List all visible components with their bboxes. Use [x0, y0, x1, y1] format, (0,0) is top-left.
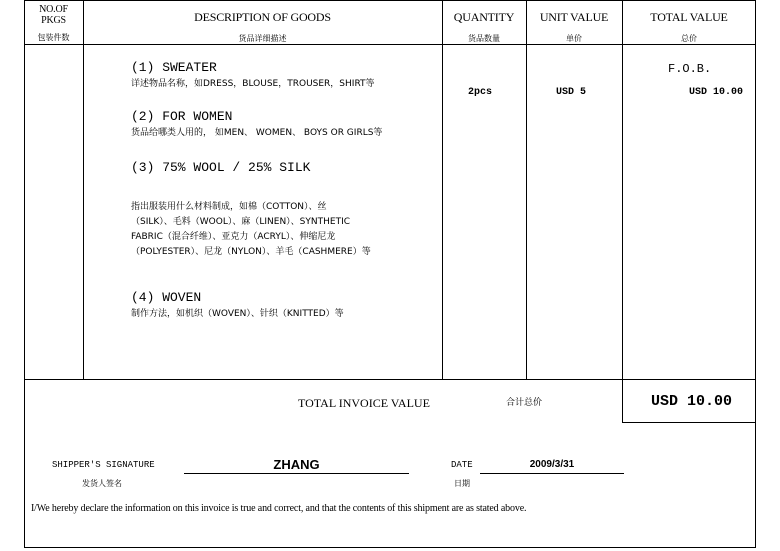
date-value: 2009/3/31 — [529, 459, 575, 470]
item-3-desc-line-2: （SILK）、毛料（WOOL）、麻（LINEN）、SYNTHETIC — [131, 217, 351, 227]
header-pkgs-line2: PKGS — [41, 15, 66, 26]
col-divider-4 — [622, 0, 623, 379]
row-total-value: USD 10.00 — [689, 87, 744, 98]
date-label: DATE — [451, 460, 473, 470]
header-pkgs — [24, 4, 83, 26]
date-line — [480, 473, 624, 474]
item-3-desc-line-3: FABRIC（混合纤维）、亚克力（ACRYL）、伸缩尼龙 — [131, 232, 336, 242]
header-quantity-cn: 货品数量 — [468, 34, 500, 43]
item-3-title: (3) 75% WOOL / 25% SILK — [131, 160, 311, 175]
signature-label: SHIPPER'S SIGNATURE — [52, 460, 155, 470]
item-1-desc: 详述物品名称，如DRESS，BLOUSE，TROUSER，SHIRT等 — [131, 79, 375, 89]
col-divider-1 — [83, 0, 84, 379]
header-pkgs-cn: 包装件数 — [37, 33, 70, 42]
header-pkgs-line1: NO.OF — [39, 4, 68, 15]
item-1-title: (1) SWEATER — [131, 60, 217, 75]
row-terms: F.O.B. — [668, 62, 712, 76]
row-unit-value: USD 5 — [556, 87, 587, 98]
header-total-value: TOTAL VALUE — [650, 10, 728, 24]
header-total-value-cn: 总价 — [681, 34, 697, 43]
signature-line — [184, 473, 409, 474]
item-3-desc-line-4: （POLYESTER）、尼龙（NYLON）、羊毛（CASHMERE）等 — [131, 247, 371, 257]
item-3-desc-line-1: 指出服装用什么材料制成，如棉（COTTON）、丝 — [131, 202, 327, 212]
item-3-desc — [131, 200, 371, 260]
signature-label-cn: 发货人签名 — [82, 479, 122, 488]
signature-value: ZHANG — [273, 457, 320, 472]
item-2-title: (2) FOR WOMEN — [131, 109, 233, 124]
col-divider-3 — [526, 0, 527, 379]
header-description-cn: 货品详细描述 — [238, 34, 287, 43]
col-divider-2 — [442, 0, 443, 379]
header-description: DESCRIPTION OF GOODS — [194, 10, 331, 24]
total-invoice-label: TOTAL INVOICE VALUE — [298, 396, 430, 410]
item-4-desc: 制作方法，如机织（WOVEN）、针织（KNITTED）等 — [131, 309, 344, 319]
header-divider — [24, 44, 756, 45]
header-unit-value: UNIT VALUE — [539, 10, 609, 24]
total-invoice-value: USD 10.00 — [651, 393, 733, 410]
declaration-text: I/We hereby declare the information on this invoice is true and correct, and that the contents of this shipment are as stated above. — [31, 503, 527, 514]
row-quantity: 2pcs — [468, 87, 493, 98]
total-invoice-label-cn: 合计总价 — [506, 398, 543, 408]
item-2-desc: 货品给哪类人用的， 如MEN、 WOMEN、 BOYS OR GIRLS等 — [131, 128, 383, 138]
item-4-title: (4) WOVEN — [131, 290, 202, 305]
date-label-cn: 日期 — [454, 479, 470, 488]
header-quantity: QUANTITY — [453, 10, 515, 24]
header-unit-value-cn: 单价 — [566, 34, 582, 43]
